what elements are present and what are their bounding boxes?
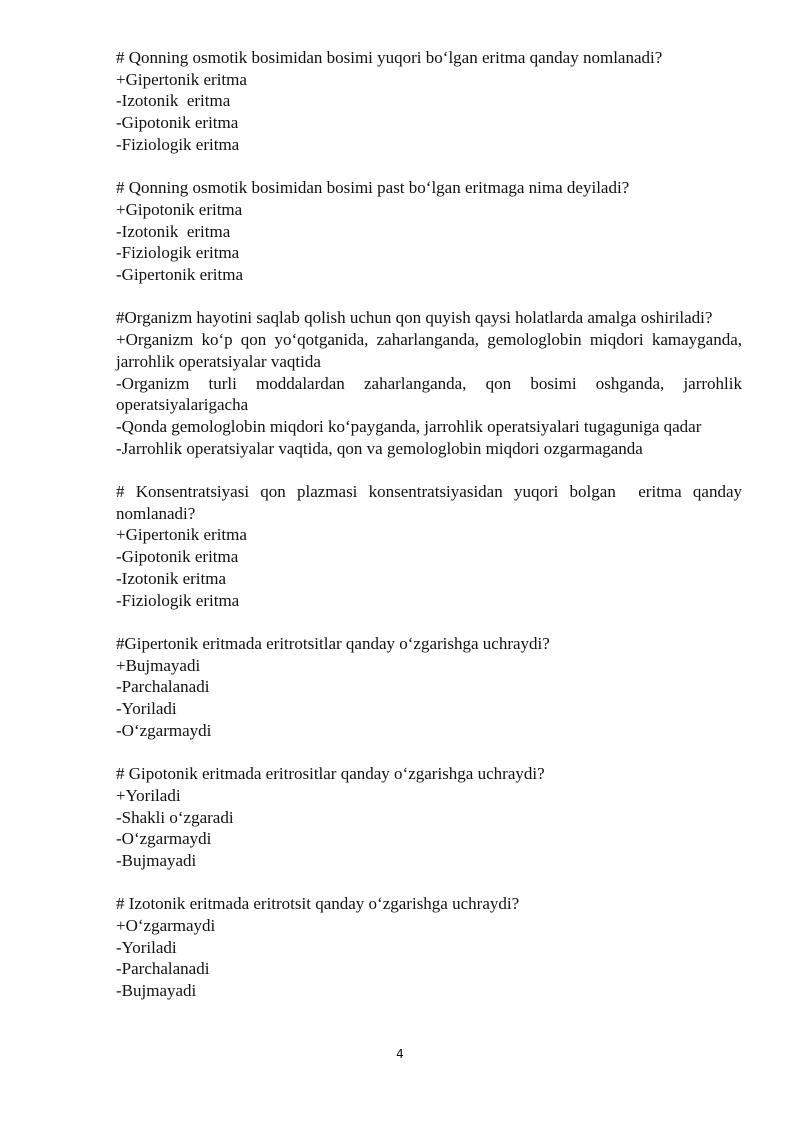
question-text: # Gipotonik eritmada eritrositlar qanday o‘zgarishga uchraydi? [116,764,545,784]
answer-option: -Izotonik eritma [116,568,226,588]
answer-option: -Gipertonik eritma [116,265,243,285]
question-block-3 [116,307,747,459]
question-text: # Izotonik eritmada eritrotsit qanday o‘zgarishga uchraydi? [116,894,520,914]
question-text: #Organizm hayotini saqlab qolish uchun qon quyish qaysi holatlarda amalga oshiriladi? [116,308,713,328]
answer-option: -Yoriladi [116,699,177,719]
document-page [116,47,747,1024]
question-text: #Gipertonik eritmada eritrotsitlar qanday o‘zgarishga uchraydi? [116,633,550,653]
answer-option-correct: +Organizm ko‘p qon yo‘qotganida, zaharlanganda, gemologlobin miqdori kamayganda, jarrohlik operatsiyalar vaqtida [116,330,747,371]
answer-option: -Jarrohlik operatsiyalar vaqtida, qon va gemologlobin miqdori ozgarmaganda [116,438,643,458]
answer-option-correct: +Yoriladi [116,785,181,805]
question-block-7 [116,893,742,1002]
answer-option: -Fiziologik eritma [116,590,240,610]
question-text: # Qonning osmotik bosimidan bosimi yuqori bo‘lgan eritma qanday nomlanadi? [116,48,663,67]
answer-option: -Gipotonik eritma [116,113,239,133]
answer-option-correct: +Gipertonik eritma [116,525,247,545]
question-block-1 [116,47,742,156]
answer-option: -Organizm turli moddalardan zaharlanganda, qon bosimi oshganda, jarrohlik operatsiyalarigacha [116,373,747,415]
question-block-6 [116,763,742,872]
answer-option-correct: +Gipotonik eritma [116,199,243,219]
answer-option: -O‘zgarmaydi [116,720,212,740]
answer-option: -Gipotonik eritma [116,547,239,567]
answer-option: -Bujmayadi [116,981,197,1001]
answer-option: -Qonda gemologlobin miqdori ko‘payganda, jarrohlik operatsiyalari tugaguniga qadar [116,416,702,436]
answer-option-correct: +O‘zgarmaydi [116,916,216,936]
answer-option: -Yoriladi [116,937,177,957]
answer-option: -Parchalanadi [116,959,210,979]
answer-option: -Bujmayadi [116,850,197,870]
question-block-4 [116,481,747,611]
answer-option: -Shakli o‘zgaradi [116,807,234,827]
answer-option: -Izotonik eritma [116,221,231,241]
answer-option: -Fiziologik eritma [116,134,240,154]
page-number: 4 [396,1047,404,1061]
answer-option: -O‘zgarmaydi [116,829,212,849]
answer-option-correct: +Gipertonik eritma [116,69,247,89]
answer-option: -Fiziologik eritma [116,243,240,263]
question-block-5 [116,633,742,742]
answer-option-correct: +Bujmayadi [116,655,201,675]
question-text: # Konsentratsiyasi qon plazmasi konsentratsiyasidan yuqori bolgan eritma qanday nomlanadi? [116,482,747,523]
answer-option: -Parchalanadi [116,677,210,697]
question-block-2 [116,177,742,286]
answer-option: -Izotonik eritma [116,91,231,111]
question-text: # Qonning osmotik bosimidan bosimi past bo‘lgan eritmaga nima deyiladi? [116,178,630,198]
